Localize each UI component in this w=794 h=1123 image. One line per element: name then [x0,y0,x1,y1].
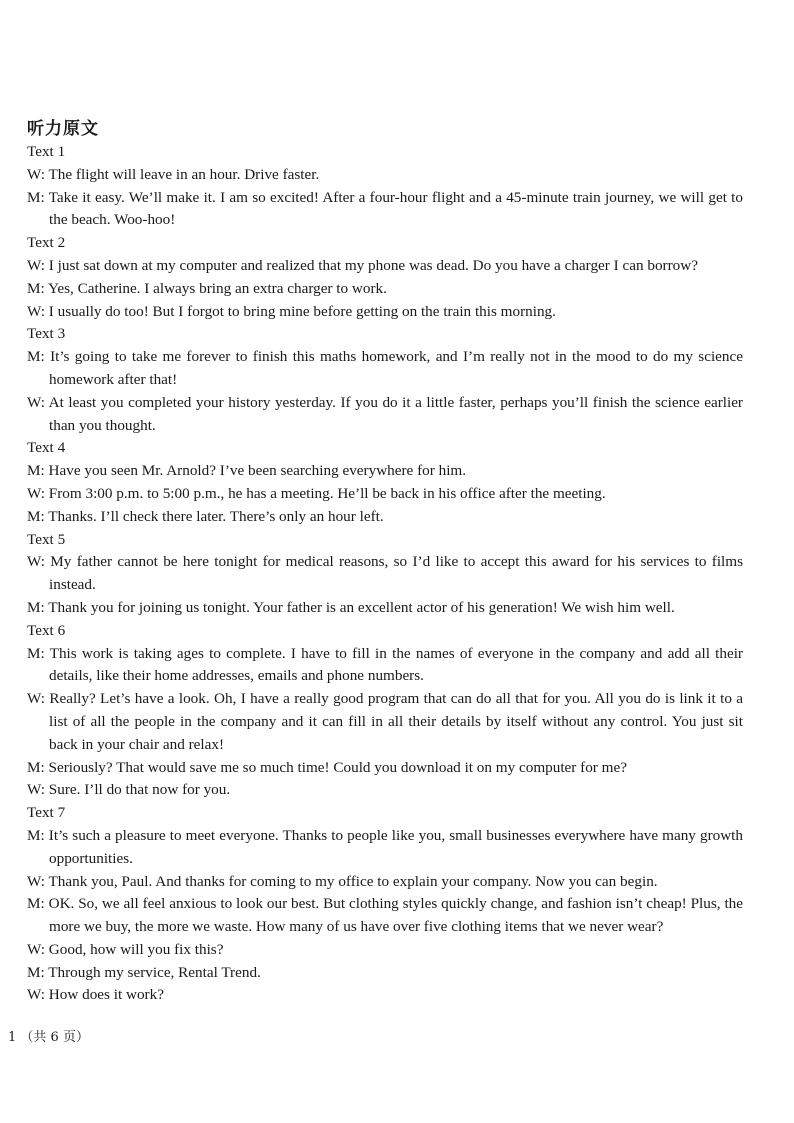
dialogue-line: W: Really? Let’s have a look. Oh, I have a really good program that can do all that for you. All you do is link it to a list of all the people in the company and it can fill in all their details by itself without any control. You just sit back in your chair and relax! [27,690,743,753]
transcript-section [27,323,743,437]
dialogue-line: W: At least you completed your history yesterday. If you do it a little faster, perhaps you’ll finish the science earlier than you thought. [27,393,743,434]
dialogue-line: W: Good, how will you fix this? [27,940,224,958]
dialogue-line: M: Through my service, Rental Trend. [27,963,261,981]
dialogue-line: M: It’s such a pleasure to meet everyone. Thanks to people like you, small businesses everywhere have many growth opportunities. [27,826,743,867]
dialogue-line: M: OK. So, we all feel anxious to look our best. But clothing styles quickly change, and fashion isn’t cheap! Plus, the more we buy, the more we waste. How many of us have over five clothing items that we never wear? [27,895,743,936]
section-label: Text 3 [27,325,66,343]
section-label: Text 1 [27,143,66,160]
dialogue-line: M: Yes, Catherine. I always bring an extra charger to work. [27,279,387,297]
transcript-sections [27,141,743,1007]
transcript-section [27,232,743,323]
dialogue-line: M: Have you seen Mr. Arnold? I’ve been searching everywhere for him. [27,462,467,480]
page-number: 1 （共 6 页） [8,1030,89,1045]
dialogue-line: W: The flight will leave in an hour. Drive faster. [27,165,320,183]
page-title: 听力原文 [27,119,99,139]
transcript-section [27,437,743,528]
dialogue-line: M: Thank you for joining us tonight. Your father is an excellent actor of his generation! We wish him well. [27,598,675,616]
dialogue-line: M: Take it easy. We’ll make it. I am so excited! After a four-hour flight and a 45-minute train journey, we will get to the beach. Woo-hoo! [27,188,743,229]
transcript-page [27,117,743,1007]
dialogue-line: W: How does it work? [27,986,164,1004]
dialogue-line: W: My father cannot be here tonight for medical reasons, so I’d like to accept this award for his services to films instead. [27,553,743,594]
dialogue-line: M: Seriously? That would save me so much time! Could you download it on my computer for me? [27,758,627,776]
dialogue-line: W: I usually do too! But I forgot to bring mine before getting on the train this morning. [27,302,556,320]
transcript-section [27,802,743,1007]
dialogue-line: W: From 3:00 p.m. to 5:00 p.m., he has a meeting. He’ll be back in his office after the meeting. [27,484,606,502]
section-label: Text 4 [27,439,66,457]
section-label: Text 5 [27,530,66,548]
dialogue-line: M: This work is taking ages to complete. I have to fill in the names of everyone in the company and add all their details, like their home addresses, emails and phone numbers. [27,644,743,685]
section-label: Text 7 [27,804,66,822]
transcript-section [27,529,743,620]
transcript-section [27,620,743,802]
dialogue-line: W: I just sat down at my computer and realized that my phone was dead. Do you have a charger I can borrow? [27,256,698,274]
section-label: Text 6 [27,621,66,639]
transcript-section [27,141,743,232]
dialogue-line: W: Thank you, Paul. And thanks for coming to my office to explain your company. Now you can begin. [27,872,658,890]
section-label: Text 2 [27,234,66,252]
dialogue-line: M: Thanks. I’ll check there later. There’s only an hour left. [27,507,384,525]
dialogue-line: M: It’s going to take me forever to finish this maths homework, and I’m really not in the mood to do my science homework after that! [27,348,743,388]
dialogue-line: W: Sure. I’ll do that now for you. [27,781,231,799]
